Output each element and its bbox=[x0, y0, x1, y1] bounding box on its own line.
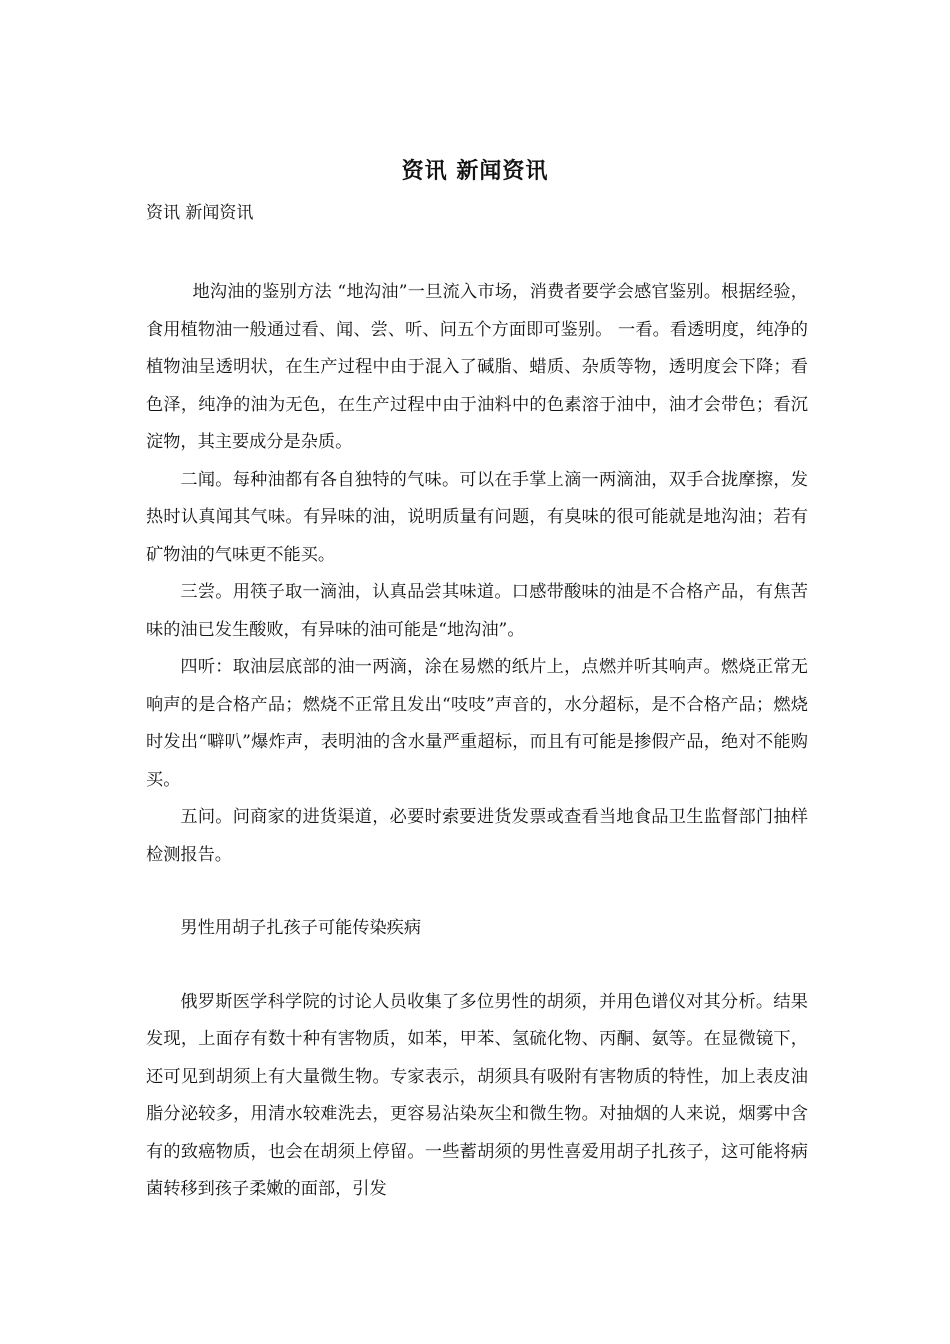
page-title: 资讯 新闻资讯 bbox=[401, 158, 549, 184]
article-body bbox=[146, 274, 808, 1209]
page-subtitle: 资讯 新闻资讯 bbox=[146, 203, 254, 223]
paragraph-beard: 俄罗斯医学科学院的讨论人员收集了多位男性的胡须，并用色谱仪对其分析。结果发现，上面存有数十种有害物质，如苯，甲苯、氢硫化物、丙酮、氨等。在显微镜下，还可见到胡须上有大量微生物。专家表示，胡须具有吸附有害物质的特性，加上表皮油脂分泌较多，用清水较难洗去，更容易沾染灰尘和微生物。对抽烟的人来说，烟雾中含有的致癌物质，也会在胡须上停留。一些蓄胡须的男性喜爱用胡子扎孩子，这可能将病菌转移到孩子柔嫩的面部，引发 bbox=[146, 991, 808, 1199]
paragraph-taste: 三尝。用筷子取一滴油，认真品尝其味道。口感带酸味的油是不合格产品，有焦苦味的油已发生酸败，有异味的油可能是“地沟油”。 bbox=[146, 582, 808, 640]
paragraph-smell: 二闻。每种油都有各自独特的气味。可以在手掌上滴一两滴油，双手合拢摩擦，发热时认真闻其气味。有异味的油，说明质量有问题，有臭味的很可能就是地沟油；若有矿物油的气味更不能买。 bbox=[146, 469, 808, 565]
paragraph-ask: 五问。问商家的进货渠道，必要时索要进货发票或查看当地食品卫生监督部门抽样检测报告。 bbox=[146, 807, 808, 865]
section-title: 男性用胡子扎孩子可能传染疾病 bbox=[180, 918, 422, 938]
paragraph-listen: 四听：取油层底部的油一两滴，涂在易燃的纸片上，点燃并听其响声。燃烧正常无响声的是合格产品；燃烧不正常且发出“吱吱”声音的，水分超标，是不合格产品；燃烧时发出“噼叭”爆炸声，表明油的含水量严重超标，而且有可能是掺假产品，绝对不能购买。 bbox=[146, 657, 808, 790]
paragraph-look: 地沟油的鉴别方法 “地沟油”一旦流入市场，消费者要学会感官鉴别。根据经验，食用植物油一般通过看、闻、尝、听、问五个方面即可鉴别。 一看。看透明度，纯净的植物油呈透明状，在生产过程中由于混入了碱脂、蜡质、杂质等物，透明度会下降；看色泽，纯净的油为无色，在生产过程中由于油料中的色素溶于油中，油才会带色；看沉淀物，其主要成分是杂质。 bbox=[146, 282, 808, 452]
